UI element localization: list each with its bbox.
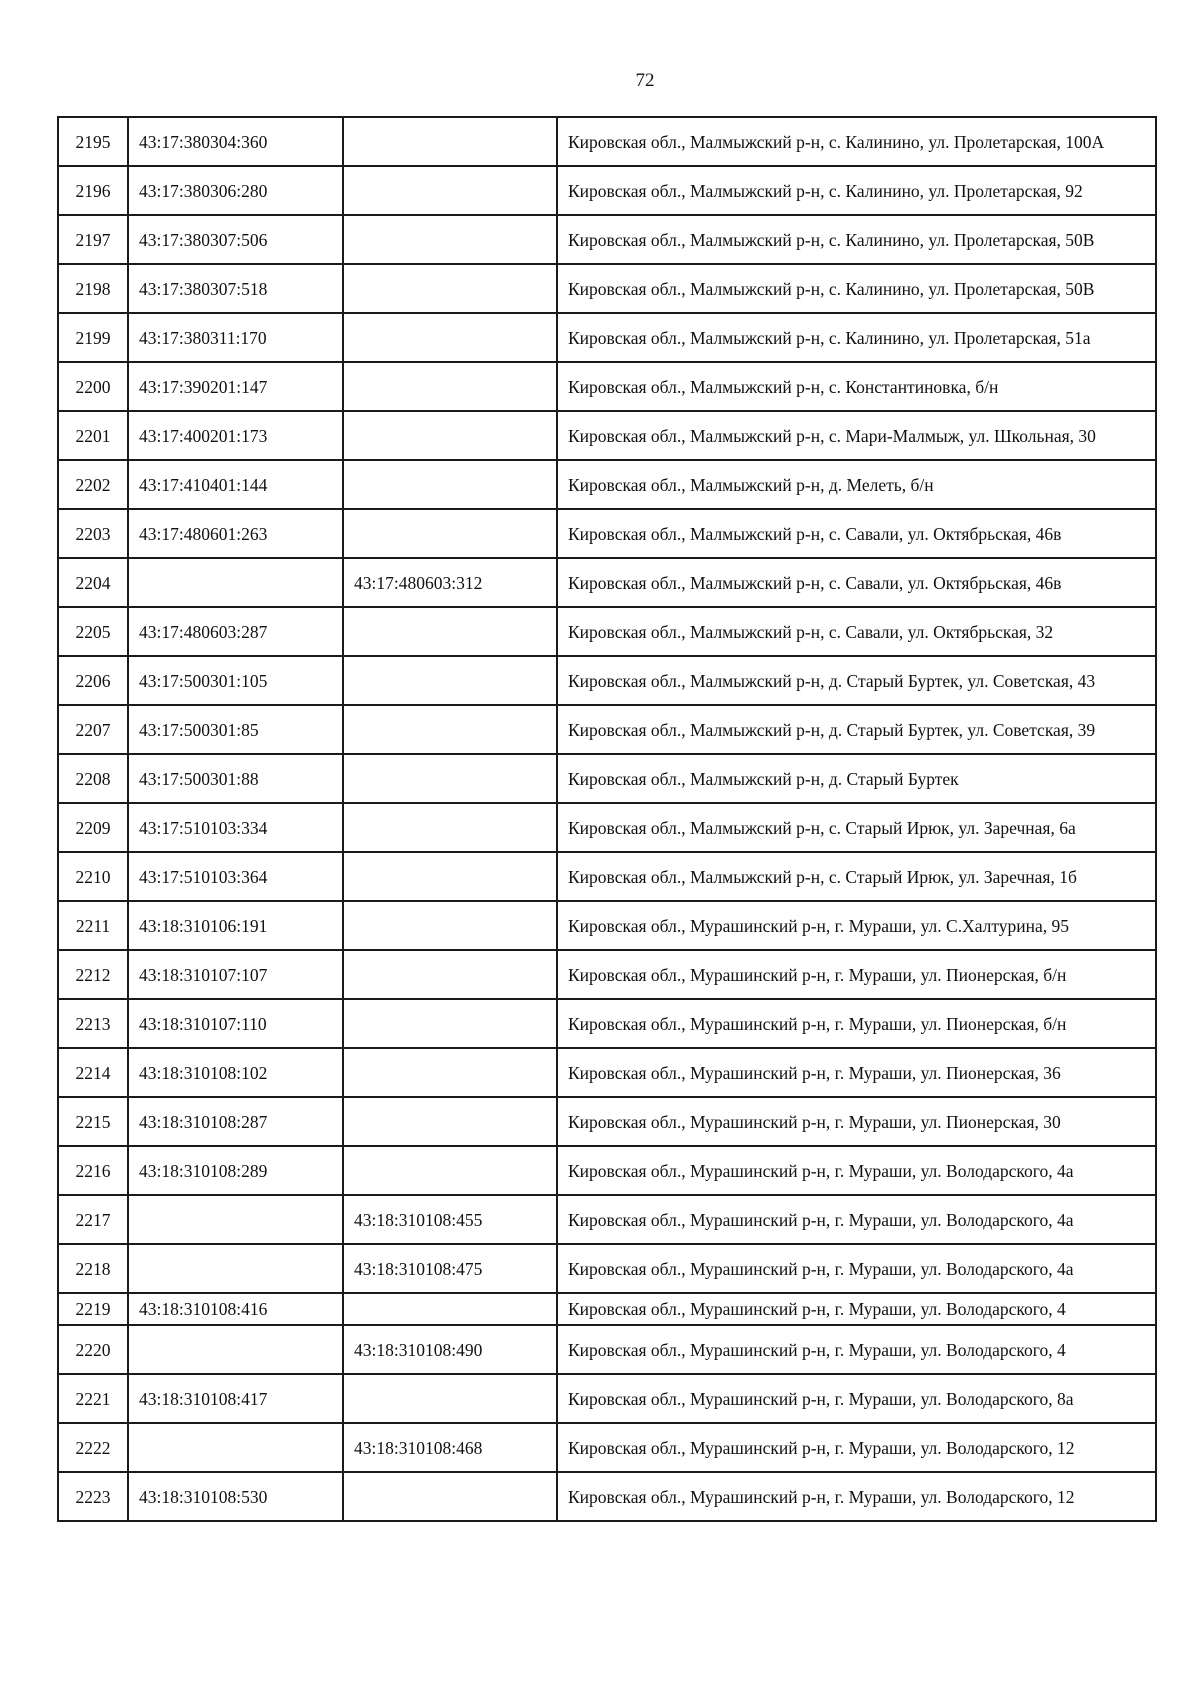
row-number-cell: 2203 xyxy=(58,509,128,558)
table-row xyxy=(58,117,1156,166)
address-cell: Кировская обл., Малмыжский р-н, с. Калинино, ул. Пролетарская, 100А xyxy=(557,117,1156,166)
related-cadastral-number-cell xyxy=(343,215,557,264)
related-cadastral-number-cell xyxy=(343,1097,557,1146)
related-cadastral-number-cell xyxy=(343,411,557,460)
row-number-cell: 2202 xyxy=(58,460,128,509)
table-row xyxy=(58,607,1156,656)
table-row xyxy=(58,1293,1156,1325)
table-row xyxy=(58,1244,1156,1293)
table-row xyxy=(58,1423,1156,1472)
related-cadastral-number-cell xyxy=(343,754,557,803)
address-cell: Кировская обл., Мурашинский р-н, г. Мураши, ул. Володарского, 4а xyxy=(557,1244,1156,1293)
related-cadastral-number-cell xyxy=(343,656,557,705)
address-cell: Кировская обл., Мурашинский р-н, г. Мураши, ул. Володарского, 8а xyxy=(557,1374,1156,1423)
related-cadastral-number-cell xyxy=(343,264,557,313)
cadastral-number-cell xyxy=(128,1325,343,1374)
address-cell: Кировская обл., Мурашинский р-н, г. Мураши, ул. Володарского, 4а xyxy=(557,1146,1156,1195)
row-number-cell: 2214 xyxy=(58,1048,128,1097)
row-number-cell: 2213 xyxy=(58,999,128,1048)
address-cell: Кировская обл., Малмыжский р-н, с. Савали, ул. Октябрьская, 32 xyxy=(557,607,1156,656)
related-cadastral-number-cell: 43:18:310108:475 xyxy=(343,1244,557,1293)
cadastral-number-cell: 43:17:510103:364 xyxy=(128,852,343,901)
related-cadastral-number-cell xyxy=(343,705,557,754)
cadastral-number-cell: 43:17:480601:263 xyxy=(128,509,343,558)
table-row xyxy=(58,264,1156,313)
related-cadastral-number-cell: 43:18:310108:468 xyxy=(343,1423,557,1472)
row-number-cell: 2200 xyxy=(58,362,128,411)
address-cell: Кировская обл., Малмыжский р-н, с. Константиновка, б/н xyxy=(557,362,1156,411)
row-number-cell: 2206 xyxy=(58,656,128,705)
row-number-cell: 2199 xyxy=(58,313,128,362)
table-row xyxy=(58,313,1156,362)
related-cadastral-number-cell xyxy=(343,313,557,362)
registry-table-body xyxy=(58,117,1156,1521)
cadastral-number-cell: 43:17:500301:88 xyxy=(128,754,343,803)
cadastral-number-cell: 43:17:400201:173 xyxy=(128,411,343,460)
row-number-cell: 2195 xyxy=(58,117,128,166)
table-row xyxy=(58,1374,1156,1423)
cadastral-number-cell xyxy=(128,1195,343,1244)
table-row xyxy=(58,1195,1156,1244)
cadastral-number-cell: 43:18:310108:287 xyxy=(128,1097,343,1146)
row-number-cell: 2212 xyxy=(58,950,128,999)
related-cadastral-number-cell xyxy=(343,999,557,1048)
table-row xyxy=(58,901,1156,950)
table-row xyxy=(58,411,1156,460)
row-number-cell: 2209 xyxy=(58,803,128,852)
related-cadastral-number-cell xyxy=(343,852,557,901)
address-cell: Кировская обл., Малмыжский р-н, с. Старый Ирюк, ул. Заречная, 6а xyxy=(557,803,1156,852)
table-row xyxy=(58,460,1156,509)
address-cell: Кировская обл., Мурашинский р-н, г. Мураши, ул. Пионерская, б/н xyxy=(557,950,1156,999)
table-row xyxy=(58,1146,1156,1195)
cadastral-number-cell: 43:18:310106:191 xyxy=(128,901,343,950)
row-number-cell: 2223 xyxy=(58,1472,128,1521)
address-cell: Кировская обл., Малмыжский р-н, с. Калинино, ул. Пролетарская, 92 xyxy=(557,166,1156,215)
row-number-cell: 2197 xyxy=(58,215,128,264)
cadastral-number-cell: 43:17:380307:506 xyxy=(128,215,343,264)
cadastral-number-cell: 43:17:380311:170 xyxy=(128,313,343,362)
row-number-cell: 2198 xyxy=(58,264,128,313)
table-row xyxy=(58,999,1156,1048)
table-row xyxy=(58,754,1156,803)
cadastral-number-cell xyxy=(128,1244,343,1293)
row-number-cell: 2222 xyxy=(58,1423,128,1472)
address-cell: Кировская обл., Мурашинский р-н, г. Мураши, ул. Володарского, 4а xyxy=(557,1195,1156,1244)
address-cell: Кировская обл., Малмыжский р-н, д. Старый Буртек xyxy=(557,754,1156,803)
related-cadastral-number-cell xyxy=(343,1374,557,1423)
row-number-cell: 2205 xyxy=(58,607,128,656)
cadastral-number-cell: 43:18:310108:102 xyxy=(128,1048,343,1097)
table-row xyxy=(58,362,1156,411)
table-row xyxy=(58,558,1156,607)
table-row xyxy=(58,950,1156,999)
cadastral-number-cell: 43:18:310108:416 xyxy=(128,1293,343,1325)
row-number-cell: 2215 xyxy=(58,1097,128,1146)
cadastral-number-cell: 43:17:480603:287 xyxy=(128,607,343,656)
table-row xyxy=(58,705,1156,754)
row-number-cell: 2210 xyxy=(58,852,128,901)
address-cell: Кировская обл., Мурашинский р-н, г. Мураши, ул. Володарского, 4 xyxy=(557,1293,1156,1325)
related-cadastral-number-cell xyxy=(343,1293,557,1325)
address-cell: Кировская обл., Малмыжский р-н, с. Калинино, ул. Пролетарская, 50В xyxy=(557,264,1156,313)
row-number-cell: 2216 xyxy=(58,1146,128,1195)
address-cell: Кировская обл., Мурашинский р-н, г. Мураши, ул. Пионерская, 36 xyxy=(557,1048,1156,1097)
address-cell: Кировская обл., Мурашинский р-н, г. Мураши, ул. Пионерская, 30 xyxy=(557,1097,1156,1146)
cadastral-number-cell: 43:17:390201:147 xyxy=(128,362,343,411)
related-cadastral-number-cell: 43:18:310108:455 xyxy=(343,1195,557,1244)
related-cadastral-number-cell xyxy=(343,117,557,166)
related-cadastral-number-cell xyxy=(343,803,557,852)
related-cadastral-number-cell xyxy=(343,166,557,215)
cadastral-number-cell: 43:18:310108:417 xyxy=(128,1374,343,1423)
table-row xyxy=(58,166,1156,215)
row-number-cell: 2218 xyxy=(58,1244,128,1293)
cadastral-number-cell: 43:17:510103:334 xyxy=(128,803,343,852)
cadastral-number-cell: 43:18:310107:110 xyxy=(128,999,343,1048)
cadastral-number-cell: 43:17:380307:518 xyxy=(128,264,343,313)
address-cell: Кировская обл., Мурашинский р-н, г. Мураши, ул. Пионерская, б/н xyxy=(557,999,1156,1048)
table-row xyxy=(58,656,1156,705)
address-cell: Кировская обл., Мурашинский р-н, г. Мураши, ул. Володарского, 4 xyxy=(557,1325,1156,1374)
related-cadastral-number-cell xyxy=(343,950,557,999)
address-cell: Кировская обл., Мурашинский р-н, г. Мураши, ул. С.Халтурина, 95 xyxy=(557,901,1156,950)
cadastral-number-cell: 43:17:500301:105 xyxy=(128,656,343,705)
cadastral-number-cell: 43:17:500301:85 xyxy=(128,705,343,754)
row-number-cell: 2208 xyxy=(58,754,128,803)
related-cadastral-number-cell xyxy=(343,362,557,411)
page-number: 72 xyxy=(635,70,655,91)
address-cell: Кировская обл., Малмыжский р-н, с. Мари-Малмыж, ул. Школьная, 30 xyxy=(557,411,1156,460)
cadastral-number-cell xyxy=(128,1423,343,1472)
row-number-cell: 2217 xyxy=(58,1195,128,1244)
related-cadastral-number-cell xyxy=(343,1472,557,1521)
cadastral-number-cell: 43:17:410401:144 xyxy=(128,460,343,509)
address-cell: Кировская обл., Мурашинский р-н, г. Мураши, ул. Володарского, 12 xyxy=(557,1472,1156,1521)
row-number-cell: 2221 xyxy=(58,1374,128,1423)
cadastral-number-cell: 43:18:310107:107 xyxy=(128,950,343,999)
row-number-cell: 2211 xyxy=(58,901,128,950)
table-row xyxy=(58,852,1156,901)
address-cell: Кировская обл., Малмыжский р-н, д. Мелеть, б/н xyxy=(557,460,1156,509)
related-cadastral-number-cell xyxy=(343,1048,557,1097)
related-cadastral-number-cell xyxy=(343,509,557,558)
row-number-cell: 2220 xyxy=(58,1325,128,1374)
table-row xyxy=(58,1325,1156,1374)
related-cadastral-number-cell xyxy=(343,901,557,950)
row-number-cell: 2207 xyxy=(58,705,128,754)
address-cell: Кировская обл., Мурашинский р-н, г. Мураши, ул. Володарского, 12 xyxy=(557,1423,1156,1472)
address-cell: Кировская обл., Малмыжский р-н, д. Старый Буртек, ул. Советская, 39 xyxy=(557,705,1156,754)
address-cell: Кировская обл., Малмыжский р-н, с. Калинино, ул. Пролетарская, 50В xyxy=(557,215,1156,264)
table-row xyxy=(58,803,1156,852)
table-row xyxy=(58,215,1156,264)
address-cell: Кировская обл., Малмыжский р-н, с. Савали, ул. Октябрьская, 46в xyxy=(557,558,1156,607)
related-cadastral-number-cell xyxy=(343,1146,557,1195)
address-cell: Кировская обл., Малмыжский р-н, д. Старый Буртек, ул. Советская, 43 xyxy=(557,656,1156,705)
cadastral-number-cell: 43:17:380306:280 xyxy=(128,166,343,215)
table-row xyxy=(58,1472,1156,1521)
address-cell: Кировская обл., Малмыжский р-н, с. Старый Ирюк, ул. Заречная, 1б xyxy=(557,852,1156,901)
address-cell: Кировская обл., Малмыжский р-н, с. Савали, ул. Октябрьская, 46в xyxy=(557,509,1156,558)
cadastral-number-cell xyxy=(128,558,343,607)
cadastral-number-cell: 43:18:310108:530 xyxy=(128,1472,343,1521)
related-cadastral-number-cell xyxy=(343,460,557,509)
related-cadastral-number-cell: 43:18:310108:490 xyxy=(343,1325,557,1374)
address-cell: Кировская обл., Малмыжский р-н, с. Калинино, ул. Пролетарская, 51а xyxy=(557,313,1156,362)
cadastral-number-cell: 43:17:380304:360 xyxy=(128,117,343,166)
table-row xyxy=(58,1097,1156,1146)
related-cadastral-number-cell: 43:17:480603:312 xyxy=(343,558,557,607)
row-number-cell: 2201 xyxy=(58,411,128,460)
table-row xyxy=(58,509,1156,558)
table-row xyxy=(58,1048,1156,1097)
cadastral-number-cell: 43:18:310108:289 xyxy=(128,1146,343,1195)
row-number-cell: 2196 xyxy=(58,166,128,215)
row-number-cell: 2204 xyxy=(58,558,128,607)
registry-table xyxy=(57,116,1157,1522)
row-number-cell: 2219 xyxy=(58,1293,128,1325)
related-cadastral-number-cell xyxy=(343,607,557,656)
